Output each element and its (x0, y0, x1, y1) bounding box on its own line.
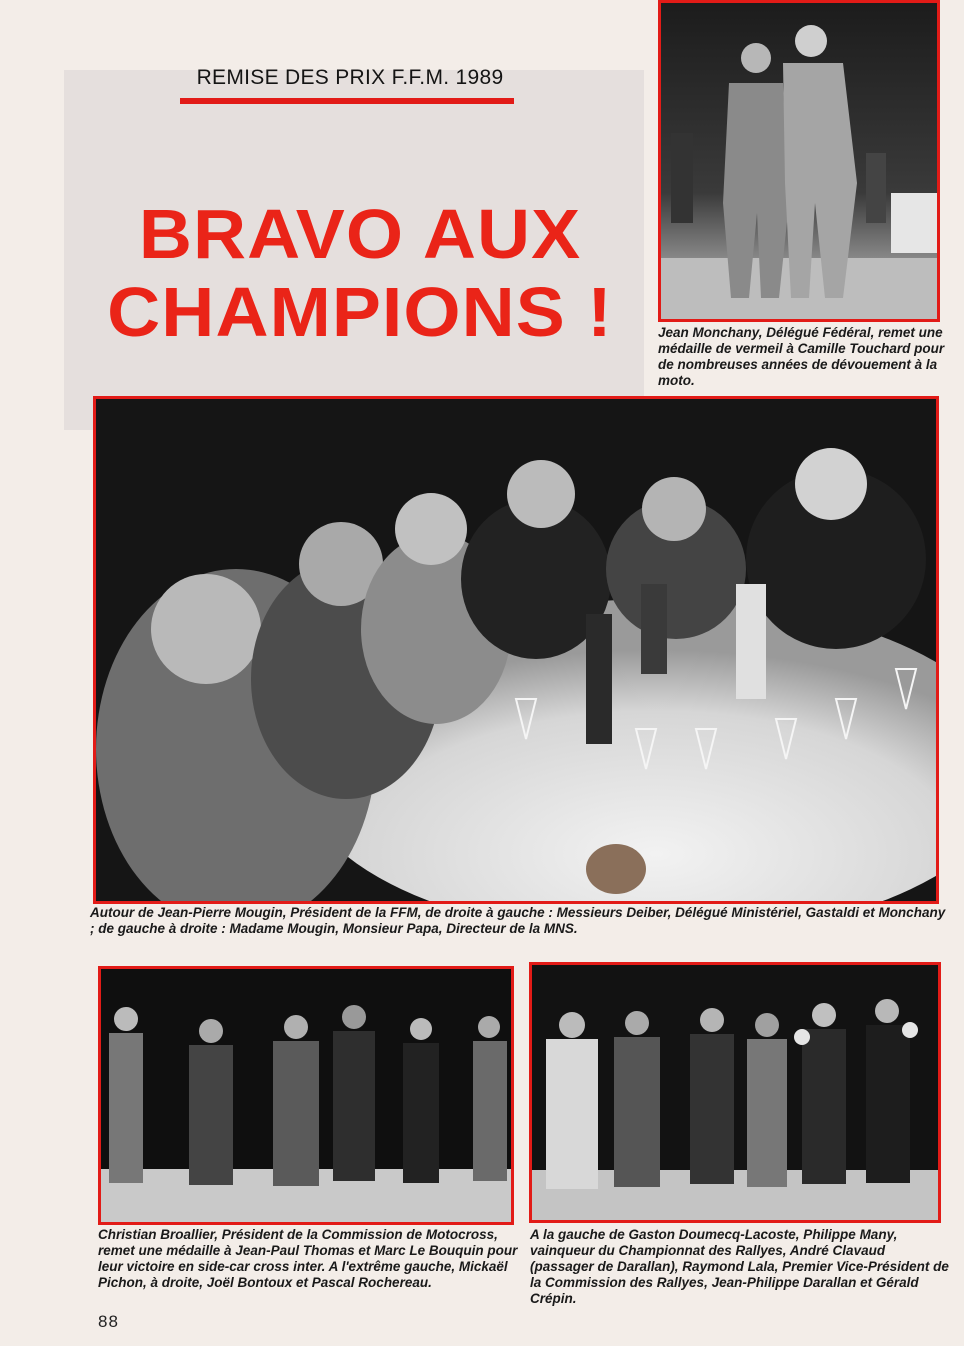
page-number: 88 (98, 1312, 119, 1331)
photo-medal-presentation-image (661, 3, 937, 319)
headline-line-1: BRAVO AUX (138, 195, 582, 273)
kicker-underline (180, 98, 514, 104)
caption-medal-presentation: Jean Monchany, Délégué Fédéral, remet une médaille de vermeil à Camille Touchard pour de nombreuses années de dévouement à la moto. (658, 325, 945, 388)
headline-line-2: CHAMPIONS ! (107, 273, 613, 351)
photo-motocross-awards-image (101, 969, 511, 1222)
article-headline (56, 195, 665, 351)
caption-banquet-table: Autour de Jean-Pierre Mougin, Président de la FFM, de droite à gauche : Messieurs Deiber, Délégué Ministériel, Gastaldi et Monchany ; de gauche à droite : Madame Mougin, Monsieur Papa, Directeur de la MNS. (90, 905, 946, 936)
article-kicker: REMISE DES PRIX F.F.M. 1989 (196, 66, 504, 89)
caption-motocross-awards: Christian Broallier, Président de la Commission de Motocross, remet une médaille à Jean-Paul Thomas et Marc Le Bouquin pour leur victoire en side-car cross inter. A l'extrême gauche, Mickaël Pichon, à droite, Joël Bontoux et Pascal Rochereau. (98, 1227, 518, 1290)
caption-rally-awards: A la gauche de Gaston Doumecq-Lacoste, Philippe Many, vainqueur du Championnat des Rallyes, André Clavaud (passager de Darallan), Raymond Lala, Premier Vice-Président de la Commission des Rallyes, Jean-Philippe Darallan et Gérald Crépin. (530, 1227, 949, 1306)
photo-motocross-awards (98, 966, 514, 1225)
photo-rally-awards-image (532, 965, 938, 1220)
photo-banquet-table-image (96, 399, 936, 901)
photo-banquet-table (93, 396, 939, 904)
photo-medal-presentation (658, 0, 940, 322)
photo-rally-awards (529, 962, 941, 1223)
